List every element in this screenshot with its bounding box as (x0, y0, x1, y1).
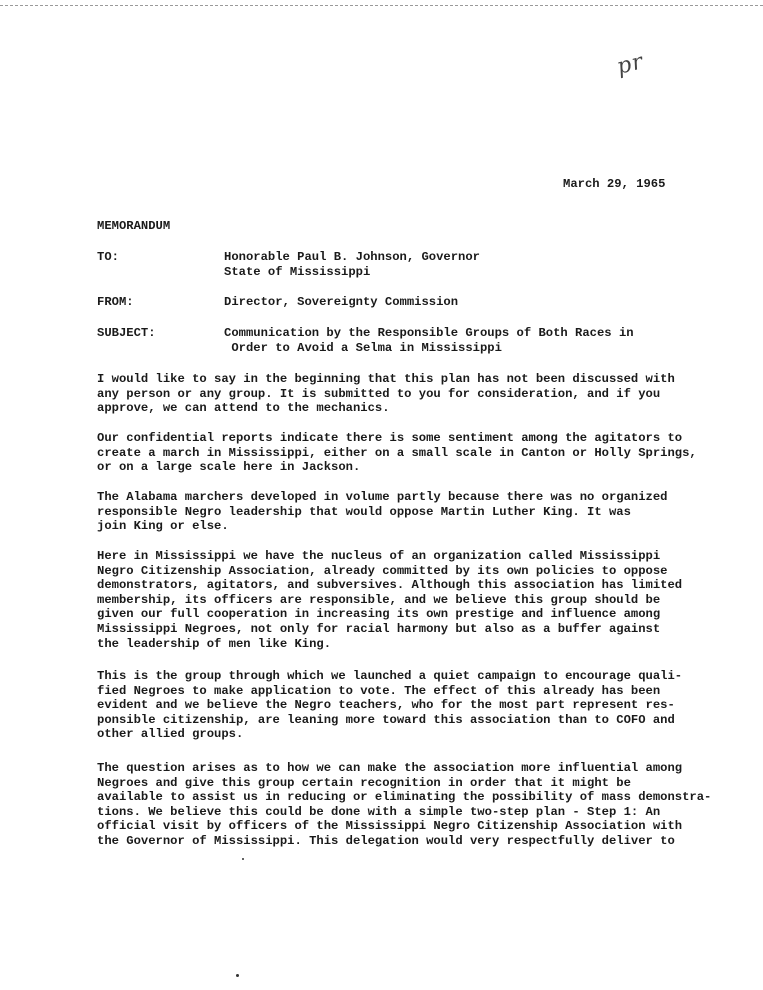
paragraph-line: or on a large scale here in Jackson. (97, 460, 361, 475)
from-value: Director, Sovereignty Commission (224, 295, 459, 309)
from-label: FROM: (97, 295, 134, 309)
paragraph-line: This is the group through which we launched a quiet campaign to encourage quali- (97, 669, 683, 683)
paragraph-line: approve, we can attend to the mechanics. (97, 401, 390, 416)
paragraph-line: ponsible citizenship, are leaning more toward this association than to COFO and (97, 712, 675, 727)
scan-speck (236, 974, 239, 977)
scan-speck (242, 858, 244, 860)
to-line-2: State of Mississippi (224, 265, 371, 279)
paragraph-line: Negro Citizenship Association, already committed by its own policies to oppose (97, 563, 668, 578)
paragraph-line: available to assist us in reducing or eliminating the possibility of mass demonstra- (97, 790, 712, 805)
scan-edge-line (0, 5, 763, 6)
paragraph-4 (97, 549, 737, 651)
memo-heading: MEMORANDUM (97, 219, 171, 233)
paragraph-line: Mississippi Negroes, not only for racial harmony but also as a buffer against (97, 621, 661, 636)
subject-line-1: Communication by the Responsible Groups of Both Races in (224, 326, 634, 340)
paragraph-line: responsible Negro leadership that would oppose Martin Luther King. It was (97, 504, 631, 519)
to-label: TO: (97, 250, 119, 264)
paragraph-1 (97, 372, 737, 416)
paragraph-line: create a march in Mississippi, either on a small scale in Canton or Holly Springs, (97, 445, 697, 460)
paragraph-line: other allied groups. (97, 727, 244, 742)
paragraph-line: membership, its officers are responsible, and we believe this group should be (97, 592, 661, 607)
paragraph-line: The Alabama marchers developed in volume partly because there was no organized (97, 490, 668, 504)
paragraph-2 (97, 431, 737, 475)
paragraph-line: join King or else. (97, 519, 229, 534)
paragraph-line: tions. We believe this could be done with a simple two-step plan - Step 1: An (97, 804, 661, 819)
paragraph-line: the leadership of men like King. (97, 636, 332, 651)
memo-date: March 29, 1965 (563, 177, 666, 191)
paragraph-line: The question arises as to how we can make the association more influential among (97, 761, 683, 775)
paragraph-line: Negroes and give this group certain recognition in order that it might be (97, 775, 631, 790)
paragraph-line: fied Negroes to make application to vote. The effect of this already has been (97, 683, 661, 698)
subject-label: SUBJECT: (97, 326, 156, 340)
paragraph-line: official visit by officers of the Mississippi Negro Citizenship Association with (97, 819, 683, 834)
paragraph-line: Here in Mississippi we have the nucleus of an organization called Mississippi (97, 549, 661, 563)
paragraph-line: demonstrators, agitators, and subversives. Although this association has limited (97, 578, 683, 593)
paragraph-line: evident and we believe the Negro teachers, who for the most part represent res- (97, 698, 675, 713)
to-line-1: Honorable Paul B. Johnson, Governor (224, 250, 480, 264)
subject-line-2: Order to Avoid a Selma in Mississippi (224, 341, 502, 355)
paragraph-line: I would like to say in the beginning that this plan has not been discussed with (97, 372, 675, 386)
paragraph-line: any person or any group. It is submitted to you for consideration, and if you (97, 386, 661, 401)
paragraph-line: Our confidential reports indicate there is some sentiment among the agitators to (97, 431, 683, 445)
handwritten-initials: pr (614, 49, 647, 80)
paragraph-5 (97, 669, 737, 742)
paragraph-6 (97, 761, 737, 849)
paragraph-line: given our full cooperation in increasing its own prestige and influence among (97, 607, 661, 622)
paragraph-3 (97, 490, 737, 534)
paragraph-line: the Governor of Mississippi. This delegation would very respectfully deliver to (97, 833, 675, 848)
